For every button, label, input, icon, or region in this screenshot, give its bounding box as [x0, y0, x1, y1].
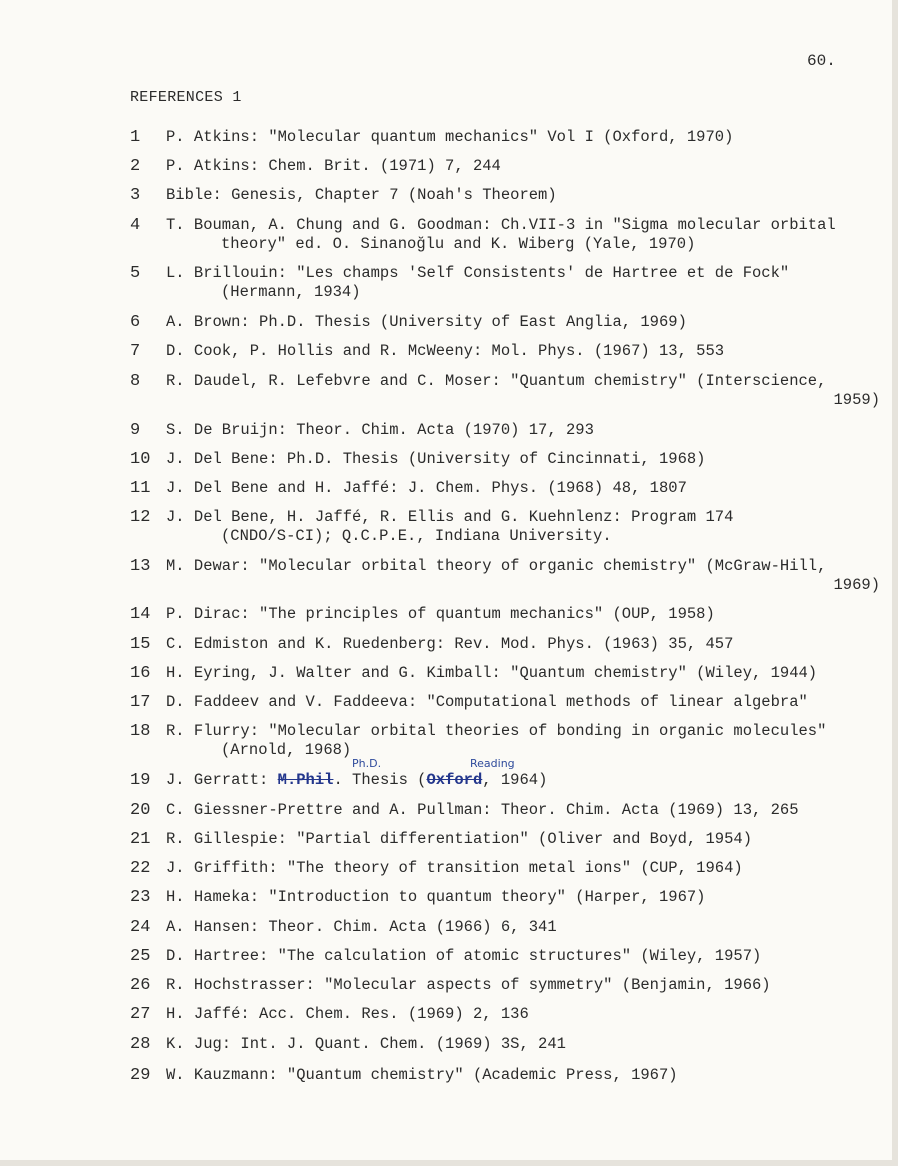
reference-text: P. Atkins: Chem. Brit. (1971) 7, 244: [166, 157, 501, 175]
reference-entry: [130, 771, 890, 790]
reference-number: 1: [130, 128, 141, 147]
reference-text: M. Dewar: "Molecular orbital theory of organic chemistry" (McGraw-Hill,: [166, 557, 827, 575]
reference-number: 29: [130, 1066, 151, 1085]
reference-text: J. Del Bene and H. Jaffé: J. Chem. Phys. (1968) 48, 1807: [166, 479, 687, 497]
reference-entry: [130, 508, 890, 546]
struck-out-text: Oxford: [426, 771, 483, 789]
handwritten-annotation: Ph.D.: [352, 757, 382, 770]
struck-out-text: M.Phil: [277, 771, 334, 789]
reference-text: A. Brown: Ph.D. Thesis (University of East Anglia, 1969): [166, 313, 687, 331]
reference-number: 6: [130, 313, 141, 332]
reference-entry: [130, 605, 890, 624]
reference-text: K. Jug: Int. J. Quant. Chem. (1969) 3S, 241: [166, 1035, 566, 1053]
reference-text: J. Griffith: "The theory of transition metal ions" (CUP, 1964): [166, 859, 743, 877]
reference-number: 20: [130, 801, 151, 820]
reference-text: R. Flurry: "Molecular orbital theories of bonding in organic molecules": [166, 722, 827, 740]
reference-number: 19: [130, 771, 151, 790]
reference-entry: [130, 342, 890, 361]
reference-number: 22: [130, 859, 151, 878]
reference-continuation: (Arnold, 1968): [221, 741, 352, 759]
reference-number: 12: [130, 508, 151, 527]
reference-text: W. Kauzmann: "Quantum chemistry" (Academic Press, 1967): [166, 1066, 678, 1084]
page-number: 60.: [807, 52, 836, 70]
reference-number: 3: [130, 186, 141, 205]
reference-entry: [130, 1005, 890, 1024]
reference-number: 23: [130, 888, 151, 907]
reference-entry: [130, 830, 890, 849]
reference-entry: [130, 479, 890, 498]
reference-number: 2: [130, 157, 141, 176]
reference-entry: [130, 722, 890, 760]
reference-text: D. Hartree: "The calculation of atomic structures" (Wiley, 1957): [166, 947, 762, 965]
reference-entry: [130, 976, 890, 995]
reference-number: 24: [130, 918, 151, 937]
reference-text: R. Hochstrasser: "Molecular aspects of symmetry" (Benjamin, 1966): [166, 976, 771, 994]
reference-number: 28: [130, 1035, 151, 1054]
reference-number: 25: [130, 947, 151, 966]
reference-entry: [130, 693, 890, 712]
reference-entry: [130, 157, 890, 176]
reference-number: 16: [130, 664, 151, 683]
reference-text: H. Jaffé: Acc. Chem. Res. (1969) 2, 136: [166, 1005, 529, 1023]
reference-entry: [130, 947, 890, 966]
reference-text: D. Cook, P. Hollis and R. McWeeny: Mol. Phys. (1967) 13, 553: [166, 342, 725, 360]
reference-text: C. Giessner-Prettre and A. Pullman: Theor. Chim. Acta (1969) 13, 265: [166, 801, 799, 819]
reference-text: L. Brillouin: "Les champs 'Self Consistents' de Hartree et de Fock": [166, 264, 790, 282]
reference-text: A. Hansen: Theor. Chim. Acta (1966) 6, 341: [166, 918, 557, 936]
reference-continuation: theory" ed. O. Sinanoğlu and K. Wiberg (Yale, 1970): [221, 235, 696, 253]
reference-author: J. Gerratt:: [166, 771, 269, 789]
reference-number: 21: [130, 830, 151, 849]
reference-text: C. Edmiston and K. Ruedenberg: Rev. Mod. Phys. (1963) 35, 457: [166, 635, 734, 653]
reference-continuation: 1959): [833, 391, 880, 409]
reference-number: 17: [130, 693, 151, 712]
reference-continuation: 1969): [833, 576, 880, 594]
reference-entry: [130, 801, 890, 820]
reference-number: 8: [130, 372, 141, 391]
reference-text: T. Bouman, A. Chung and G. Goodman: Ch.VII-3 in "Sigma molecular orbital: [166, 216, 836, 234]
reference-entry: [130, 216, 890, 254]
reference-entry: [130, 1066, 890, 1085]
reference-entry: [130, 421, 890, 440]
reference-entry: [130, 859, 890, 878]
reference-text: R. Gillespie: "Partial differentiation" (Oliver and Boyd, 1954): [166, 830, 752, 848]
reference-text: D. Faddeev and V. Faddeeva: "Computational methods of linear algebra": [166, 693, 808, 711]
reference-entry: [130, 918, 890, 937]
reference-text: P. Dirac: "The principles of quantum mechanics" (OUP, 1958): [166, 605, 715, 623]
reference-number: 11: [130, 479, 151, 498]
reference-number: 15: [130, 635, 151, 654]
reference-number: 10: [130, 450, 151, 469]
reference-entry: [130, 664, 890, 683]
reference-entry: [130, 635, 890, 654]
reference-text: P. Atkins: "Molecular quantum mechanics" Vol I (Oxford, 1970): [166, 128, 734, 146]
reference-entry: [130, 557, 890, 595]
reference-number: 5: [130, 264, 141, 283]
reference-entry: [130, 450, 890, 469]
reference-text: H. Hameka: "Introduction to quantum theory" (Harper, 1967): [166, 888, 706, 906]
reference-text: Bible: Genesis, Chapter 7 (Noah's Theorem): [166, 186, 557, 204]
reference-number: 7: [130, 342, 141, 361]
reference-number: 27: [130, 1005, 151, 1024]
reference-number: 26: [130, 976, 151, 995]
reference-text: . Thesis (: [333, 771, 427, 789]
handwritten-annotation: Reading: [470, 757, 515, 770]
reference-entry: [130, 128, 890, 147]
reference-continuation: (CNDO/S-CI); Q.C.P.E., Indiana University.: [221, 527, 612, 545]
reference-entry: [130, 888, 890, 907]
reference-continuation: (Hermann, 1934): [221, 283, 361, 301]
references-heading: REFERENCES 1: [130, 89, 242, 106]
reference-number: 14: [130, 605, 151, 624]
reference-entry: [130, 264, 890, 302]
reference-number: 13: [130, 557, 151, 576]
reference-number: 4: [130, 216, 141, 235]
reference-entry: [130, 313, 890, 332]
reference-text: , 1964): [482, 771, 548, 789]
reference-text: J. Del Bene, H. Jaffé, R. Ellis and G. Kuehnlenz: Program 174: [166, 508, 734, 526]
reference-number: 9: [130, 421, 141, 440]
reference-text: R. Daudel, R. Lefebvre and C. Moser: "Quantum chemistry" (Interscience,: [166, 372, 827, 390]
reference-text: J. Del Bene: Ph.D. Thesis (University of Cincinnati, 1968): [166, 450, 706, 468]
reference-entry: [130, 372, 890, 410]
reference-text: H. Eyring, J. Walter and G. Kimball: "Quantum chemistry" (Wiley, 1944): [166, 664, 818, 682]
reference-entry: [130, 186, 890, 205]
reference-text: S. De Bruijn: Theor. Chim. Acta (1970) 17, 293: [166, 421, 594, 439]
reference-entry: [130, 1035, 890, 1054]
reference-number: 18: [130, 722, 151, 741]
